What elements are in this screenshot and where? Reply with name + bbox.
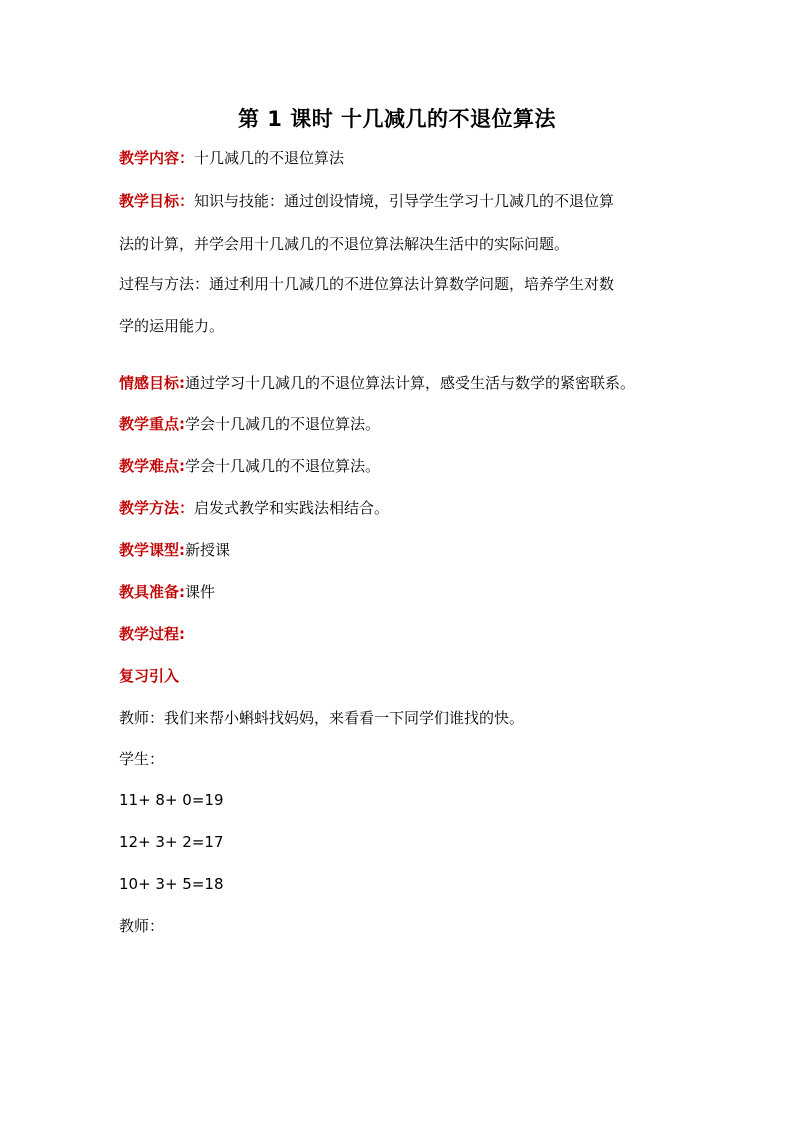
content-line xyxy=(119,455,689,477)
content-line xyxy=(119,273,689,295)
equation-line xyxy=(119,873,689,895)
content-line xyxy=(119,190,689,212)
line-label: 教学内容： xyxy=(119,149,195,167)
line-text: 课件 xyxy=(185,583,216,601)
content-line xyxy=(119,915,689,937)
line-label: 教学重点: xyxy=(119,415,185,433)
line-label: 教学难点: xyxy=(119,457,185,475)
content-line xyxy=(119,372,689,394)
content-line xyxy=(119,623,689,645)
content-line xyxy=(119,581,689,603)
line-text: 过程与方法：通过利用十几减几的不进位算法计算数学问题，培养学生对数 xyxy=(119,275,615,293)
equation-text: 10+ 3+ 5=18 xyxy=(119,875,224,893)
line-text: 学的运用能力。 xyxy=(119,317,225,335)
line-text: 通过学习十几减几的不退位算法计算，感受生活与数学的紧密联系。 xyxy=(185,374,636,392)
equation-text: 11+ 8+ 0=19 xyxy=(119,791,224,809)
content-line xyxy=(119,748,689,770)
content-line xyxy=(119,233,689,255)
line-text: 十几减几的不退位算法 xyxy=(194,149,345,167)
content-line xyxy=(119,707,689,729)
equation-text: 12+ 3+ 2=17 xyxy=(119,833,224,851)
content-line xyxy=(119,539,689,561)
lesson-title: 第 1 课时 十几减几的不退位算法 xyxy=(237,107,557,131)
line-text: 知识与技能：通过创设情境，引导学生学习十几减几的不退位算 xyxy=(194,192,615,210)
line-text: 法的计算，并学会用十几减几的不退位算法解决生活中的实际问题。 xyxy=(119,235,570,253)
equation-line xyxy=(119,789,689,811)
line-label: 教学方法： xyxy=(119,499,195,517)
line-text: 学生： xyxy=(119,750,165,768)
content-line xyxy=(119,147,689,169)
line-label: 教学目标： xyxy=(119,192,195,210)
content-line xyxy=(119,497,689,519)
line-text: 启发式教学和实践法相结合。 xyxy=(194,499,390,517)
content-line xyxy=(119,315,689,337)
content-line xyxy=(119,413,689,435)
line-text: 学会十几减几的不退位算法。 xyxy=(185,415,381,433)
line-label: 情感目标: xyxy=(119,374,185,392)
line-text: 教师：我们来帮小蝌蚪找妈妈，来看看一下同学们谁找的快。 xyxy=(119,709,525,727)
line-text: 学会十几减几的不退位算法。 xyxy=(185,457,381,475)
line-label: 教学课型: xyxy=(119,541,185,559)
line-label: 教具准备: xyxy=(119,583,185,601)
section-heading-line xyxy=(119,665,689,687)
equation-line xyxy=(119,831,689,853)
line-text: 教师： xyxy=(119,917,165,935)
line-label: 教学过程: xyxy=(119,625,185,643)
line-text: 新授课 xyxy=(185,541,231,559)
section-heading: 复习引入 xyxy=(119,667,180,685)
